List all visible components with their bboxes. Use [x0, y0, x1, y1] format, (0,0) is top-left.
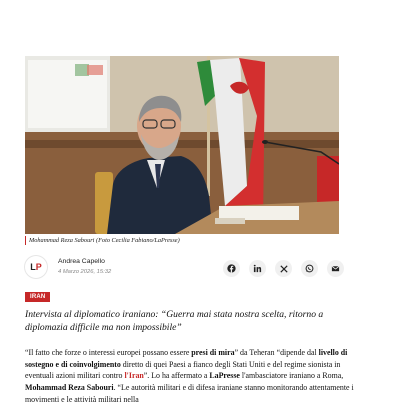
photo-caption: Mohammad Reza Sabouri (Foto Cecilia Fabiano/LaPresse)	[25, 236, 369, 245]
logo-letter-l: L	[30, 262, 36, 272]
body-text: ”. Lo ha affermato a	[143, 371, 210, 381]
body-text: . “Le autorità militari e di difesa iraniane stanno monitorando attentamente i movimenti e le attività militari nella	[25, 383, 354, 404]
facebook-icon[interactable]	[223, 260, 240, 277]
body-text-bold: Mohammad Reza Sabouri	[25, 383, 114, 393]
article-photo	[25, 56, 339, 234]
author-name[interactable]: Andrea Capello	[58, 258, 105, 265]
body-text: ” da Teheran “dipende dal	[234, 348, 319, 357]
publisher-logo[interactable]	[25, 256, 47, 278]
photo-illustration	[25, 56, 339, 234]
body-text-bold: presi di mira	[191, 348, 235, 357]
x-icon[interactable]	[275, 260, 292, 277]
email-icon[interactable]	[327, 260, 344, 277]
body-text-bold: LaPresse	[209, 371, 240, 381]
article-headline: Intervista al diplomatico iraniano: “Guerra mai stata nostra scelta, ritorno a diplomazia difficile ma non impossibile”	[25, 309, 324, 333]
body-text: l'ambasciatore iraniano a Roma,	[239, 371, 344, 381]
whatsapp-icon[interactable]	[301, 260, 318, 277]
publish-date: 4 Marzo 2026, 15:32	[58, 269, 112, 275]
byline	[25, 256, 345, 280]
linkedin-icon[interactable]	[249, 260, 266, 277]
article-body	[25, 347, 355, 406]
logo-letter-p: P	[35, 262, 42, 272]
body-text-bold: livello di sostegno e di coinvolgimento	[25, 348, 348, 369]
category-tag[interactable]: IRAN	[25, 292, 50, 302]
body-text: diretto di quei Paesi a fianco degli Stati Uniti e del regime sionista in eventuali azioni militari contro	[25, 359, 341, 381]
body-link-iran[interactable]: l'Iran	[124, 371, 144, 381]
body-text: “Il fatto che forze o interessi europei possano essere	[25, 348, 192, 357]
share-bar	[223, 260, 344, 277]
